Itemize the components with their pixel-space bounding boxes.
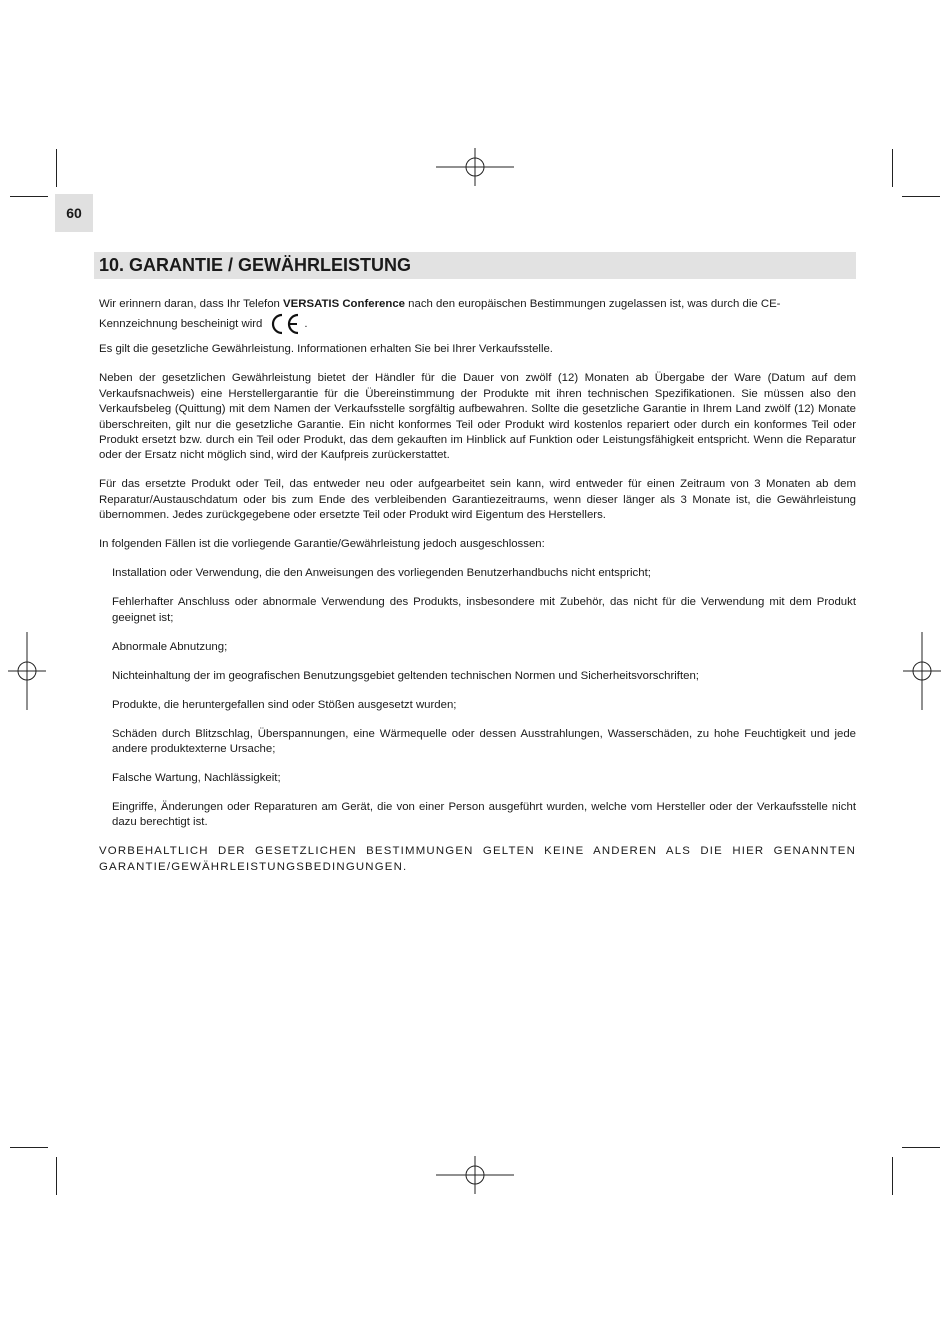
intro-text: Kennzeichnung bescheinigt wird (99, 318, 263, 331)
crop-mark (902, 196, 940, 197)
exclusion-item: Produkte, die heruntergefallen sind oder Stößen ausgesetzt wurden; (112, 698, 457, 711)
intro-text: . (304, 318, 308, 331)
crop-mark (892, 1157, 893, 1195)
registration-mark-bottom (436, 1156, 514, 1194)
ce-mark-icon (268, 312, 302, 336)
exclusion-item: Eingriffe, Änderungen oder Reparaturen am Gerät, die von einer Person ausgeführt wurden, welche vom Hersteller oder der Verkaufsstelle nicht dazu berechtigt ist. (112, 801, 856, 829)
document-body (99, 297, 856, 875)
section-heading: 10. GARANTIE / GEWÄHRLEISTUNG (94, 252, 856, 279)
final-statement: VORBEHALTLICH DER GESETZLICHEN BESTIMMUNGEN GELTEN KEINE ANDEREN ALS DIE HIER GENANNTEN GARANTIE/GEWÄHRLEISTUNGSBEDINGUNGEN. (99, 845, 856, 873)
exclusion-item: Fehlerhafter Anschluss oder abnormale Verwendung des Produkts, insbesondere mit Zubehör, das nicht für die Verwendung mit dem Produkt geeignet ist; (112, 596, 856, 624)
crop-mark (56, 149, 57, 187)
intro-paragraph (99, 297, 856, 312)
exclusion-item: Schäden durch Blitzschlag, Überspannungen, eine Wärmequelle oder dessen Ausstrahlungen, Wasserschäden, zu hohe Feuchtigkeit und jede andere produktexterne Ursache; (112, 727, 856, 756)
crop-mark (56, 1157, 57, 1195)
exclusion-item: Abnormale Abnutzung; (112, 640, 228, 653)
crop-mark (892, 149, 893, 187)
exclusion-item: Installation oder Verwendung, die den Anweisungen des vorliegenden Benutzerhandbuchs nicht entspricht; (112, 567, 651, 580)
exclusion-item: Falsche Wartung, Nachlässigkeit; (112, 772, 281, 785)
guarantee-paragraph: Neben der gesetzlichen Gewährleistung bietet der Händler für die Dauer von zwölf (12) Monaten ab Übergabe der Ware (Datum auf dem Verkaufsnachweis) eine Herstellergarantie für die Übereinstimmung der Produkte mit ihren technischen Spezifikationen. Sie müssen also den Verkaufsbeleg (Quittung) mit dem Namen der Verkaufsstelle sorgfältig aufbewahren. Sollte die gesetzliche Garantie in Ihrem Land zwölf (12) Monate überschreiten, gilt nur die gesetzliche Garantie. Ein nicht konformes Teil oder Produkt wird kostenlos repariert oder durch ein konformes Teil oder Produkt ersetzt bzw. durch ein Teil oder Produkt, das dem gekauften im Hinblick auf Funktion oder Leistungsfähigkeit entspricht. Wenn die Reparatur oder der Ersatz nicht möglich sind, wird der Kaufpreis zurückerstattet. (99, 372, 856, 462)
crop-mark (10, 196, 48, 197)
intro-text: Wir erinnern daran, dass Ihr Telefon (99, 298, 280, 310)
page-number: 60 (55, 194, 93, 232)
intro-paragraph-line2 (99, 312, 856, 336)
intro-text: nach den europäischen Bestimmungen zugelassen ist, was durch die CE- (408, 298, 781, 310)
legal-paragraph: Es gilt die gesetzliche Gewährleistung. Informationen erhalten Sie bei Ihrer Verkaufsstelle. (99, 343, 553, 356)
crop-mark (10, 1147, 48, 1148)
product-name: VERSATIS Conference (283, 298, 405, 310)
registration-mark-right (903, 632, 941, 710)
exclusion-item: Nichteinhaltung der im geografischen Benutzungsgebiet geltenden technischen Normen und Sicherheitsvorschriften; (112, 669, 699, 682)
replacement-paragraph: Für das ersetzte Produkt oder Teil, das entweder neu oder aufgearbeitet sein kann, wird entweder für einen Zeitraum von 3 Monaten ab dem Reparatur/Austauschdatum oder bis zum Ende des verbleibenden Garantiezeitraums, wenn dieser länger als 3 Monate ist, die Gewährleistung übernommen. Jedes zurückgegebene oder ersetzte Teil oder Produkt wird Eigentum des Herstellers. (99, 478, 856, 522)
registration-mark-left (8, 632, 46, 710)
registration-mark-top (436, 148, 514, 186)
exclusions-intro: In folgenden Fällen ist die vorliegende Garantie/Gewährleistung jedoch ausgeschlossen: (99, 538, 545, 551)
crop-mark (902, 1147, 940, 1148)
